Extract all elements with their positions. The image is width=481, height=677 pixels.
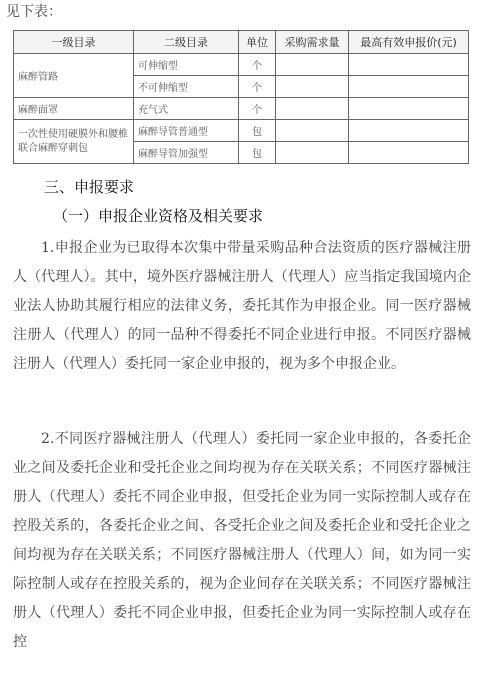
- table-header: [14, 31, 469, 54]
- intro-text: 见下表：: [6, 4, 62, 20]
- cell-level2: 麻醉导管加强型: [134, 142, 239, 164]
- cell-quantity: [276, 98, 349, 120]
- header-max-price: 最高有效申报价(元): [349, 31, 469, 54]
- cell-unit: 个: [239, 76, 276, 98]
- cell-quantity: [276, 76, 349, 98]
- cell-unit: 个: [239, 98, 276, 120]
- header-level2: 二级目录: [134, 31, 239, 54]
- cell-quantity: [276, 142, 349, 164]
- cell-level2: 麻醉导管普通型: [134, 120, 239, 142]
- table-row: [14, 54, 469, 76]
- cell-unit: 包: [239, 120, 276, 142]
- cell-quantity: [276, 54, 349, 76]
- cell-unit: 包: [239, 142, 276, 164]
- cell-level2: 充气式: [134, 98, 239, 120]
- header-quantity: 采购需求量: [276, 31, 349, 54]
- header-unit: 单位: [239, 31, 276, 54]
- table-row: [14, 120, 469, 142]
- cell-max-price: [349, 76, 469, 98]
- header-level1: 一级目录: [14, 31, 134, 54]
- paragraph-2: 2.不同医疗器械注册人（代理人）委托同一家企业申报的，各委托企业之间及委托企业和受托企业之间均视为存在关联关系；不同医疗器械注册人（代理人）委托不同企业申报，但受托企业为同一实际控制人或存在控股关系的，各委托企业之间、各受托企业之间及委托企业和受托企业之间均视为存在关联关系；不同医疗器械注册人（代理人）间，如为同一实际控制人或存在控股关系的，视为企业间存在关联关系；不同医疗器械注册人（代理人）委托不同企业申报，但委托企业为同一实际控制人或存在控: [13, 431, 471, 650]
- cell-level1: 一次性使用硬膜外和腰椎联合麻醉穿刺包: [14, 120, 134, 164]
- cell-max-price: [349, 98, 469, 120]
- table-header-row: [14, 31, 469, 54]
- section-heading: 三、申报要求: [44, 178, 135, 196]
- cell-level1: 麻醉管路: [14, 54, 134, 98]
- subsection-heading: （一）申报企业资格及相关要求: [53, 207, 264, 225]
- table-row: [14, 98, 469, 120]
- paragraph-1: 1.申报企业为已取得本次集中带量采购品种合法资质的医疗器械注册人（代理人）。其中，境外医疗器械注册人（代理人）应当指定我国境内企业法人协助其履行相应的法律义务，委托其作为申报企业。同一医疗器械注册人（代理人）的同一品种不得委托不同企业进行申报。不同医疗器械注册人（代理人）委托同一家企业申报的，视为多个申报企业。: [13, 240, 471, 372]
- cell-max-price: [349, 120, 469, 142]
- cell-level2: 可伸缩型: [134, 54, 239, 76]
- cell-max-price: [349, 142, 469, 164]
- cell-quantity: [276, 120, 349, 142]
- cell-level2: 不可伸缩型: [134, 76, 239, 98]
- cell-level1: 麻醉面罩: [14, 98, 134, 120]
- procurement-table: [13, 30, 469, 164]
- cell-unit: 个: [239, 54, 276, 76]
- cell-max-price: [349, 54, 469, 76]
